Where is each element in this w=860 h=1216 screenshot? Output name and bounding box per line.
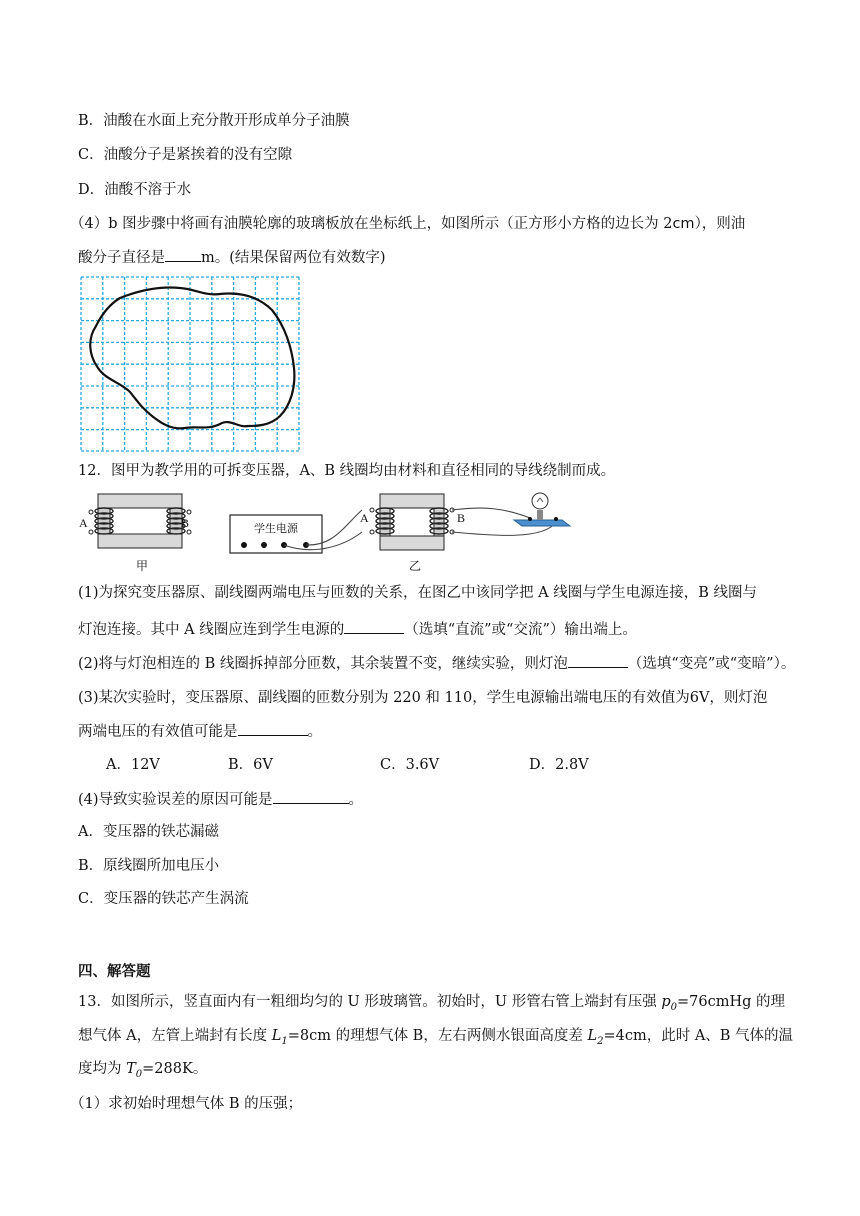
L2-var: L [587,1028,598,1044]
q13-line2-mid: =8cm 的理想气体 B，左右两侧水银面高度差 [287,1028,588,1044]
q12-p4-option-c: C．变压器的铁芯产生涡流 [78,891,249,907]
q12-p3-option-b: B．6V [228,757,273,773]
answer-blank [273,789,349,804]
T0-var: T [126,1061,136,1077]
oil-film-grid-figure [80,276,300,452]
q13-line2-text: 想气体 A，左管上端封有长度 [78,1028,272,1044]
L2-sub: 2 [597,1035,604,1047]
label-b-yi: B [457,511,466,525]
q13-line2 [78,1026,793,1052]
answer-blank [568,653,628,668]
q12-p4-option-a: A．变压器的铁芯漏磁 [78,824,219,840]
q13-line2-end: =4cm，此时 A、B 气体的温 [603,1028,794,1044]
q12-p3-option-d: D．2.8V [529,757,589,773]
q12-part1-text: 灯泡连接。其中 A 线圈应连到学生电源的 [78,622,345,638]
q12-part2 [78,653,795,674]
q13-line1 [78,992,785,1018]
q13-line1-end: =76cmHg 的理 [677,994,786,1010]
L1-var: L [271,1028,282,1044]
section-title: 四、解答题 [78,963,151,980]
p0-sub: 0 [670,1001,677,1013]
answer-blank [238,721,308,736]
answer-blank [344,619,404,634]
q11-part4-line2-text: 酸分子直径是 [78,250,165,266]
q13-line3 [78,1059,207,1085]
label-a-yi: A [360,511,369,525]
T0-sub: 0 [135,1068,143,1080]
q12-part3-line1: (3)某次实验时，变压器原、副线圈的匝数分别为 220 和 110，学生电源输出端电压的有效值为6V，则灯泡 [78,690,768,706]
q12-part1-line1: (1)为探究变压器原、副线圈两端电压与匝数的关系，在图乙中该同学把 A 线圈与学生电源连接，B 线圈与 [78,585,757,601]
q11-part4-line2 [78,247,386,268]
q12-part1-line2 [78,619,637,640]
q12-part4-text: (4)导致实验误差的原因可能是 [78,792,273,808]
q12-stem: 12．图甲为教学用的可拆变压器，A、B 线圈均由材料和直径相同的导线绕制而成。 [78,463,616,479]
answer-blank [165,247,201,262]
q12-p4-option-b: B．原线圈所加电压小 [78,858,220,874]
label-a-jia: A [79,516,88,530]
q12-part4-end: 。 [348,792,364,808]
q12-part2-text: (2)将与灯泡相连的 B 线圈拆掉部分匝数，其余装置不变，继续实验，则灯泡 [78,656,568,672]
q11-part4-unit: cm [672,216,695,232]
q12-p3-option-c: C．3.6V [380,757,440,773]
q12-part3-end: 。 [307,724,322,740]
power-supply-label: 学生电源 [254,522,298,535]
caption-jia: 甲 [136,559,149,573]
q12-part4 [78,789,363,810]
q12-part3-line2 [78,721,322,742]
q13-part1: （1）求初始时理想气体 B 的压强； [70,1096,303,1112]
option-b: B．油酸在水面上充分散开形成单分子油膜 [78,113,350,129]
caption-yi: 乙 [409,559,422,573]
q13-line1-text: 13．如图所示，竖直面内有一粗细均匀的 U 形玻璃管。初始时，U 形管右管上端封有压强 [78,994,662,1010]
q12-part2-end: （选填“变亮”或“变暗”）。 [627,656,796,672]
bulb-icon [514,493,570,526]
p0-var: p [661,994,671,1010]
q12-part1-end: （选填“直流”或“交流”）输出端上。 [404,622,637,638]
q13-line3-text: 度均为 [78,1061,127,1077]
option-d: D．油酸不溶于水 [78,182,192,198]
transformer-yi [370,494,454,550]
transformer-figure [74,486,614,576]
q11-part4-line1 [70,214,745,234]
q11-part4-text: （4）b 图步骤中将画有油膜轮廓的玻璃板放在坐标纸上，如图所示（正方形小方格的边长为 2 [70,216,673,232]
q11-part4-text-end: ），则油 [694,216,746,232]
q12-part3-text: 两端电压的有效值可能是 [78,724,238,740]
option-c: C．油酸分子是紧挨着的没有空隙 [78,147,293,163]
L1-sub: 1 [281,1035,288,1047]
q13-line3-end: =288K。 [142,1061,208,1077]
q11-part4-line2-end: m。(结果保留两位有效数字) [201,250,386,266]
q12-p3-option-a: A．12V [106,757,160,773]
transformer-jia [89,494,191,548]
label-b-jia: B [181,516,190,530]
